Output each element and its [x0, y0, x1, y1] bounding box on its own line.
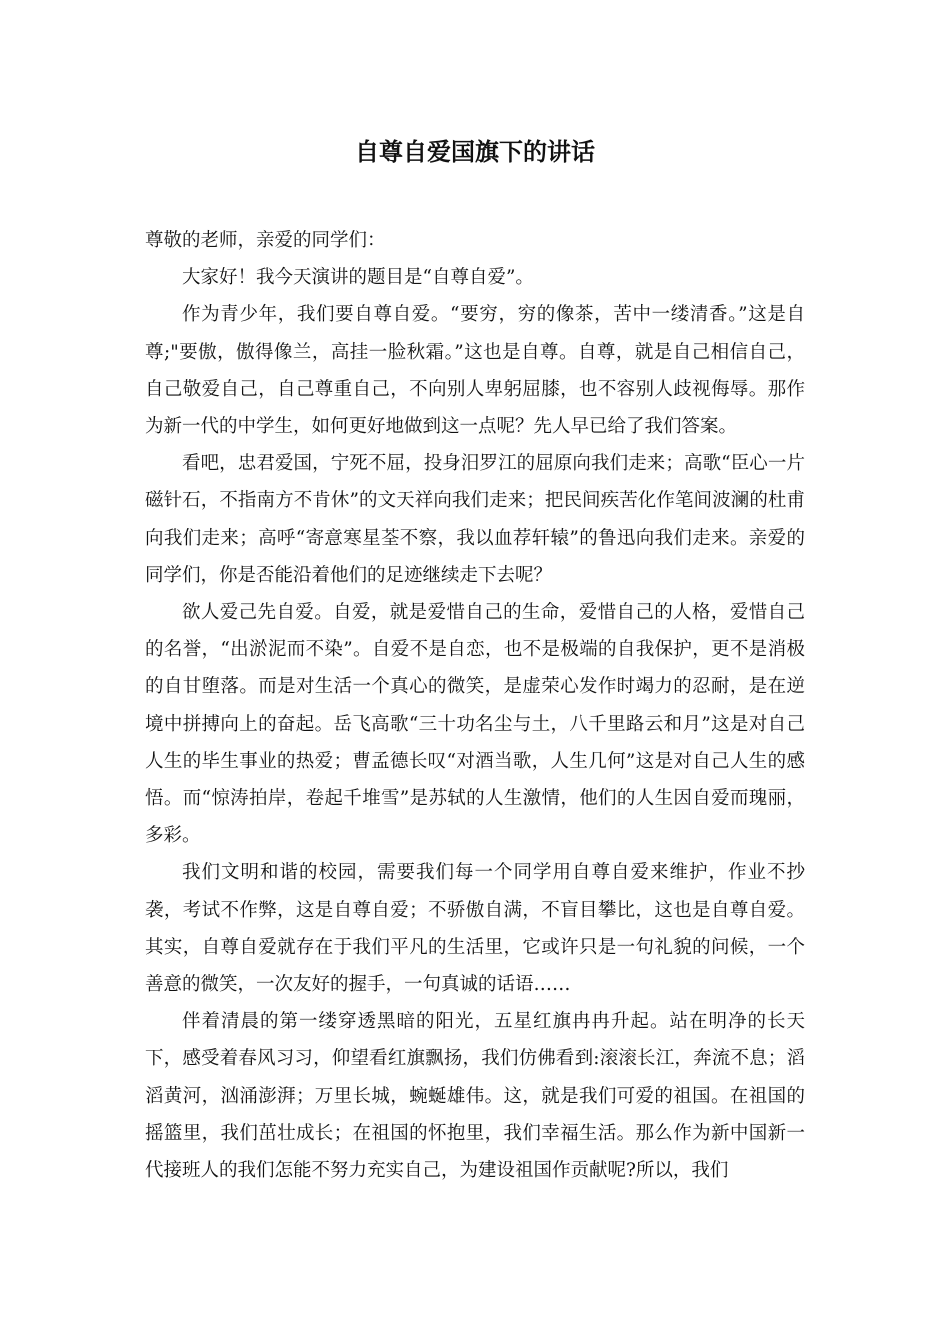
- paragraph-campus: 我们文明和谐的校园，需要我们每一个同学用自尊自爱来维护，作业不抄袭，考试不作弊，这是自尊自爱；不骄傲自满，不盲目攀比，这也是自尊自爱。其实，自尊自爱就存在于我们平凡的生活里，它或许只是一句礼貌的问候，一个善意的微笑，一次友好的握手，一句真诚的话语……: [145, 862, 805, 996]
- paragraph-ancestors: 看吧，忠君爱国，宁死不屈，投身汨罗江的屈原向我们走来；高歌“臣心一片磁针石，不指南方不肯休”的文天祥向我们走来；把民间疾苦化作笔间波澜的杜甫向我们走来；高呼“寄意寒星荃不察，我以血荐轩辕”的鲁迅向我们走来。亲爱的同学们，你是否能沿着他们的足迹继续走下去呢？: [145, 453, 805, 586]
- salutation: 尊敬的老师，亲爱的同学们：: [145, 230, 386, 251]
- paragraph-self-love: 欲人爱己先自爱。自爱，就是爱惜自己的生命，爱惜自己的人格，爱惜自己的名誉，“出淤泥而不染”。自爱不是自恋，也不是极端的自我保护，更不是消极的自甘堕落。而是对生活一个真心的微笑，是虚荣心发作时竭力的忍耐，是在逆境中拼搏向上的奋起。岳飞高歌“三十功名尘与土，八千里路云和月”这是对自己人生的毕生事业的热爱；曹孟德长叹“对酒当歌，人生几何”这是对自己人生的感悟。而“惊涛拍岸，卷起千堆雪”是苏轼的人生激情，他们的人生因自爱而瑰丽，多彩。: [145, 602, 805, 847]
- speech-body: [145, 222, 805, 1189]
- paragraph-self-respect: 作为青少年，我们要自尊自爱。“要穷，穷的像茶，苦中一缕清香。”这是自尊;"要傲，傲得像兰，高挂一脸秋霜。”这也是自尊。自尊，就是自己相信自己，自己敬爱自己，自己尊重自己，不向别人卑躬屈膝，也不容别人歧视侮辱。那作为新一代的中学生，如何更好地做到这一点呢？先人早已给了我们答案。: [145, 304, 805, 438]
- paragraph-flag: 伴着清晨的第一缕穿透黑暗的阳光，五星红旗冉冉升起。站在明净的长天下，感受着春风习习，仰望看红旗飘扬，我们仿佛看到:滚滚长江，奔流不息；滔滔黄河，汹涌澎湃；万里长城，蜿蜒雄伟。这，就是我们可爱的祖国。在祖国的摇篮里，我们茁壮成长；在祖国的怀抱里，我们幸福生活。那么作为新中国新一代接班人的我们怎能不努力充实自己，为建设祖国作贡献呢?所以，我们: [145, 1011, 805, 1182]
- page-title: 自尊自爱国旗下的讲话: [355, 137, 595, 166]
- paragraph-greeting: 大家好！我今天演讲的题目是“自尊自爱”。: [182, 267, 534, 289]
